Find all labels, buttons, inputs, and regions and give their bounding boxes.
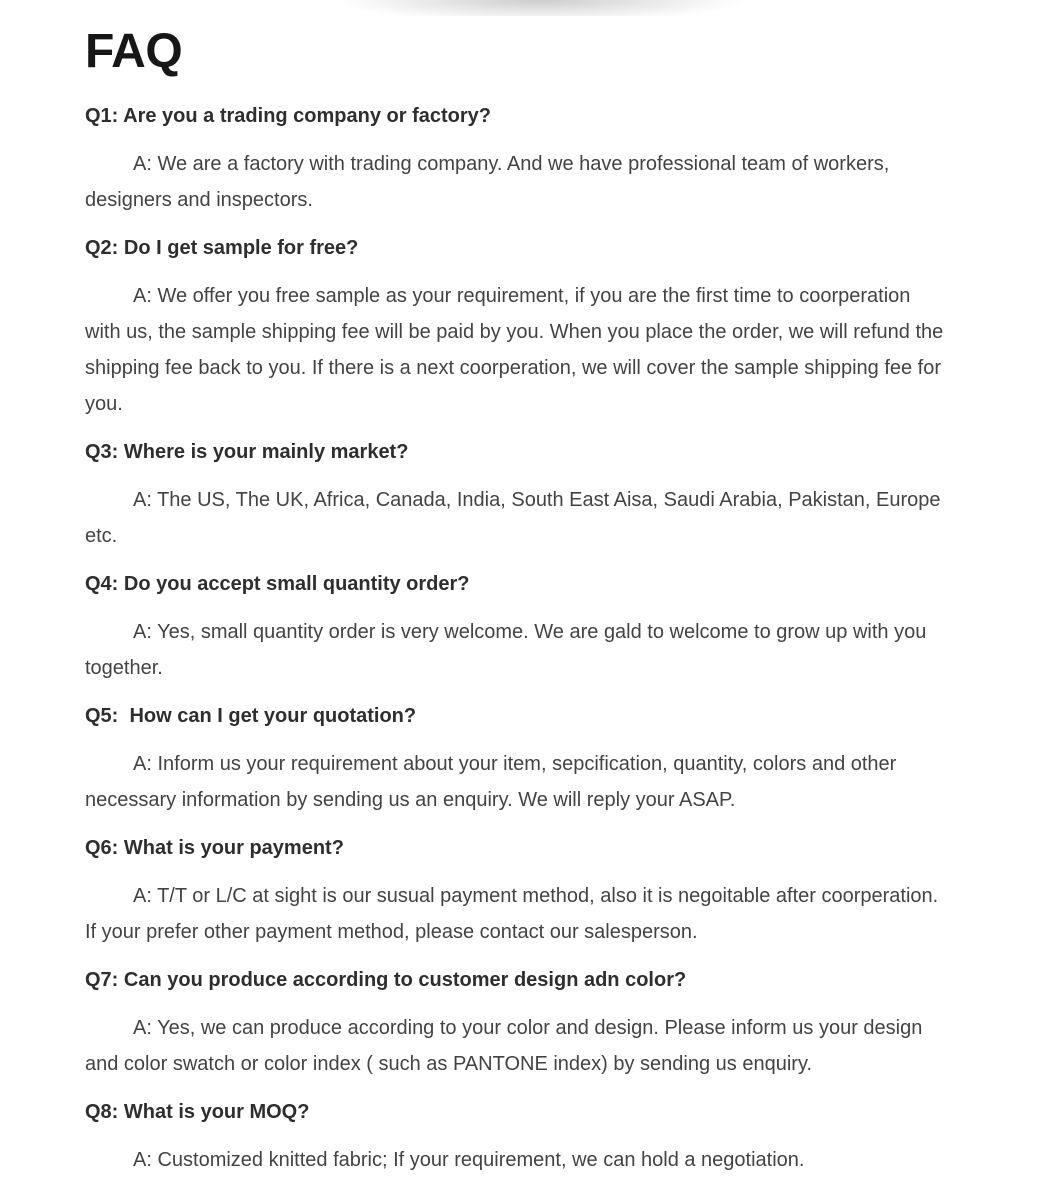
faq-answer: A: Yes, we can produce according to your color and design. Please inform us your design and color swatch or color index ( such as PANTONE index) by sending us enquiry. bbox=[85, 1017, 923, 1075]
faq-list bbox=[85, 98, 945, 1178]
faq-answer: A: T/T or L/C at sight is our susual payment method, also it is negoitable after coorperation. If your prefer other payment method, please contact our salesperson. bbox=[85, 885, 939, 943]
faq-content bbox=[0, 25, 1060, 1178]
faq-question: Q8: What is your MOQ? bbox=[85, 1101, 310, 1123]
faq-item bbox=[85, 698, 945, 818]
faq-question: Q6: What is your payment? bbox=[85, 837, 344, 859]
faq-item bbox=[85, 434, 945, 554]
faq-question: Q4: Do you accept small quantity order? bbox=[85, 573, 470, 595]
faq-question: Q2: Do I get sample for free? bbox=[85, 237, 359, 259]
faq-question: Q1: Are you a trading company or factory? bbox=[85, 105, 492, 127]
faq-answer: A: Yes, small quantity order is very welcome. We are gald to welcome to grow up with you together. bbox=[85, 621, 927, 679]
faq-question: Q3: Where is your mainly market? bbox=[85, 441, 409, 463]
faq-answer: A: We are a factory with trading company. And we have professional team of workers, designers and inspectors. bbox=[85, 153, 890, 211]
page-title: FAQ bbox=[85, 25, 183, 78]
faq-item bbox=[85, 98, 945, 218]
faq-item bbox=[85, 566, 945, 686]
faq-item bbox=[85, 830, 945, 950]
faq-answer: A: We offer you free sample as your requirement, if you are the first time to coorperation with us, the sample shipping fee will be paid by you. When you place the order, we will refund the shipping fee back to you. If there is a next coorperation, we will cover the sample shipping fee for you. bbox=[85, 285, 944, 415]
faq-question: Q7: Can you produce according to customer design adn color? bbox=[85, 969, 687, 991]
faq-answer: A: Inform us your requirement about your item, sepcification, quantity, colors and other necessary information by sending us an enquiry. We will reply your ASAP. bbox=[85, 753, 897, 811]
top-edge-shadow bbox=[280, 0, 800, 16]
faq-item bbox=[85, 962, 945, 1082]
faq-item bbox=[85, 1094, 945, 1178]
faq-answer: A: Customized knitted fabric; If your requirement, we can hold a negotiation. bbox=[133, 1149, 805, 1171]
faq-answer: A: The US, The UK, Africa, Canada, India, South East Aisa, Saudi Arabia, Pakistan, Europe etc. bbox=[85, 489, 941, 547]
faq-question: Q5: How can I get your quotation? bbox=[85, 705, 417, 727]
faq-item bbox=[85, 230, 945, 422]
